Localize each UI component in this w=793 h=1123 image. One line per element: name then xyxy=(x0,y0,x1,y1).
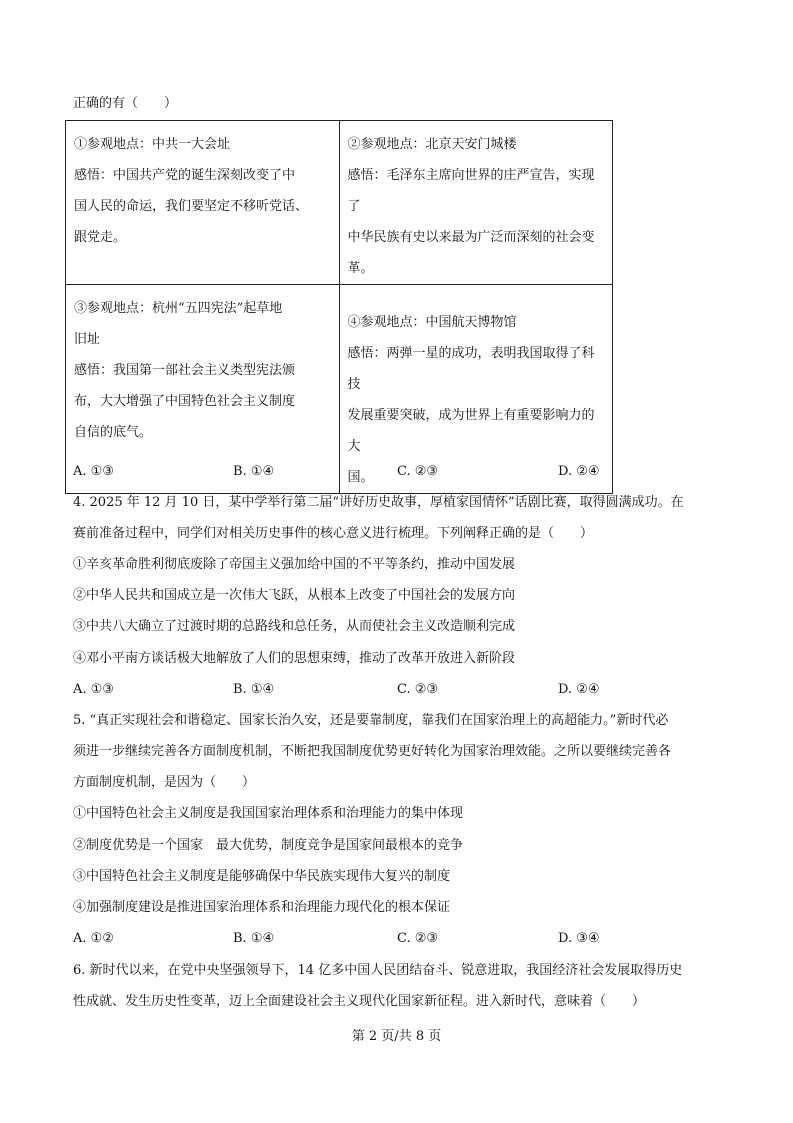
q4-item: ②中华人民共和国成立是一次伟大飞跃，从根本上改变了中国社会的发展方向 xyxy=(73,588,516,603)
cell-line: ①参观地点：中共一大会址 xyxy=(74,137,231,152)
q5-item: ④加强制度建设是推进国家治理体系和治理能力现代化的根本保证 xyxy=(73,900,451,915)
q4-option-a[interactable]: A. ①③ xyxy=(73,682,114,697)
q4-item: ④邓小平南方谈话极大地解放了人们的思想束缚，推动了改革开放进入新阶段 xyxy=(73,651,516,666)
q5-stem-line: 5. “真正实现社会和谐稳定、国家长治久安，还是要靠制度，靠我们在国家治理上的高超能力。”新时代必 xyxy=(73,713,669,728)
cell-line: 感悟：中国共产党的诞生深刻改变了中 xyxy=(74,168,296,183)
cell-line: 跟党走。 xyxy=(74,230,127,245)
q3-option-b[interactable]: B. ①④ xyxy=(233,464,275,479)
q4-option-c[interactable]: C. ②③ xyxy=(397,682,439,697)
q4-stem-line: 赛前准备过程中，同学们对相关历史事件的核心意义进行梳理。下列阐释正确的是（ ） xyxy=(73,526,594,541)
cell-line: 自信的底气。 xyxy=(74,425,153,440)
q5-stem-line: 须进一步继续完善各方面制度机制，不断把我国制度优势更好转化为国家治理效能。之所以要继续完善各 xyxy=(73,744,672,759)
cell-line: 发展重要突破，成为世界上有重要影响力的大 xyxy=(347,408,595,454)
q4-option-d[interactable]: D. ②④ xyxy=(558,682,600,697)
q5-item: ③中国特色社会主义制度是能够确保中华民族实现伟大复兴的制度 xyxy=(73,869,451,884)
table-cell-1 xyxy=(66,121,340,285)
cell-line: 感悟：毛泽东主席向世界的庄严宣告，实现了 xyxy=(347,168,595,214)
cell-line: 旧址 xyxy=(74,332,101,347)
cell-line: 布，大大增强了中国特色社会主义制度 xyxy=(74,394,296,409)
cell-line: 国人民的命运，我们要坚定不移听党话、 xyxy=(74,199,309,214)
q6-stem-line: 性成就、发生历史性变革，迈上全面建设社会主义现代化国家新征程。进入新时代，意味着（ ） xyxy=(73,994,646,1009)
q5-stem-line: 方面制度机制，是因为（ ） xyxy=(73,775,256,790)
q5-option-a[interactable]: A. ①② xyxy=(73,931,114,946)
q5-item: ①中国特色社会主义制度是我国国家治理体系和治理能力的集中体现 xyxy=(73,806,464,821)
q5-option-b[interactable]: B. ①④ xyxy=(233,931,275,946)
q3-option-a[interactable]: A. ①③ xyxy=(73,464,114,479)
cell-line: 感悟：两弹一星的成功，表明我国取得了科技 xyxy=(347,346,595,392)
cell-line: 感悟：我国第一部社会主义类型宪法颁 xyxy=(74,363,296,378)
cell-line: 国。 xyxy=(347,470,374,485)
cell-line: ②参观地点：北京天安门城楼 xyxy=(347,137,517,152)
cell-line: 中华民族有史以来最为广泛而深刻的社会变 xyxy=(347,230,595,245)
q4-item: ③中共八大确立了过渡时期的总路线和总任务，从而使社会主义改造顺利完成 xyxy=(73,619,516,634)
cell-line: 革。 xyxy=(347,261,374,276)
question-3-stem-tail: 正确的有（ ） xyxy=(73,96,178,111)
q4-option-b[interactable]: B. ①④ xyxy=(233,682,275,697)
q4-item: ①辛亥革命胜利彻底废除了帝国主义强加给中国的不平等条约，推动中国发展 xyxy=(73,557,516,572)
table-cell-2 xyxy=(339,121,613,285)
page-footer: 第 2 页/共 8 页 xyxy=(351,1029,442,1044)
q3-option-d[interactable]: D. ②④ xyxy=(558,464,600,479)
cell-line: ③参观地点：杭州“五四宪法”起草地 xyxy=(74,301,283,316)
q3-option-c[interactable]: C. ②③ xyxy=(397,464,439,479)
q5-option-c[interactable]: C. ②③ xyxy=(397,931,439,946)
cell-line: ④参观地点：中国航天博物馆 xyxy=(347,315,517,330)
q4-stem-line: 4. 2025 年 12 月 10 日，某中学举行第二届“讲好历史故事，厚植家国情怀”话剧比赛，取得圆满成功。在 xyxy=(73,495,684,510)
q5-item: ②制度优势是一个国家 最大优势，制度竞争是国家间最根本的竞争 xyxy=(73,838,464,853)
q6-stem-line: 6. 新时代以来，在党中央坚强领导下，14 亿多中国人民团结奋斗、锐意进取，我国经济社会发展取得历史 xyxy=(73,963,683,978)
visit-sites-table xyxy=(65,120,613,494)
q5-option-d[interactable]: D. ③④ xyxy=(558,931,600,946)
